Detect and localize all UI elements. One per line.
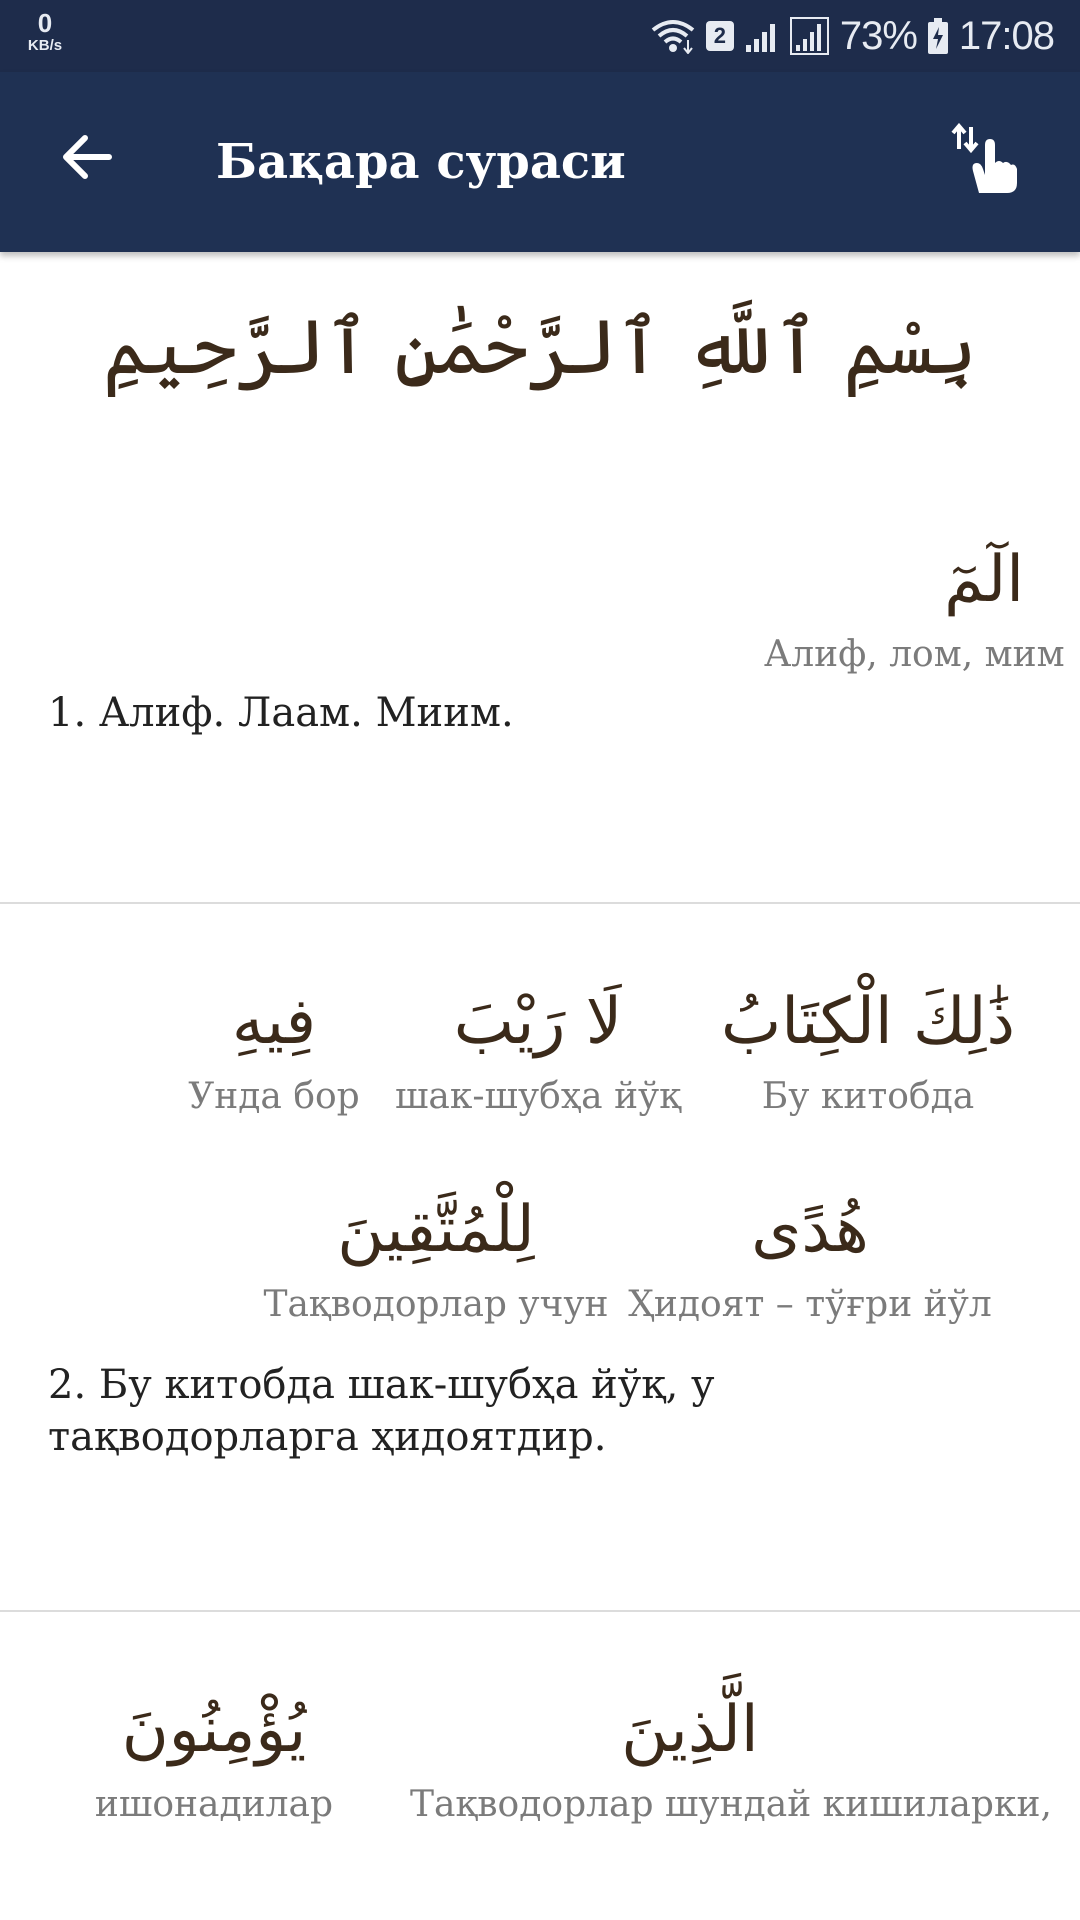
clock: 17:08 [958,13,1054,58]
network-speed-value: 0 [37,8,53,38]
word-item[interactable] [84,1692,344,1826]
wifi-icon [650,18,696,54]
word-item[interactable] [610,1192,1010,1326]
word-translation: Унда бор [188,1075,360,1117]
word-arabic: لِلْمُتَّقِينَ [337,1193,535,1267]
arrow-left-icon [61,133,113,185]
network-speed-unit: KB/s [27,37,63,54]
word-item[interactable] [246,1192,626,1326]
battery-percent: 73% [839,13,917,58]
ayah-1[interactable] [0,542,1080,988]
word-translation: Ҳидоят – тўғри йўл [628,1283,992,1325]
word-item[interactable] [764,542,1065,676]
word-item[interactable] [410,1692,1052,1826]
page-title: Бақара сураси [216,134,626,190]
word-translation: Тақводорлар шундай кишиларки, [410,1783,1052,1825]
word-arabic: يُؤْمِنُونَ [121,1693,307,1767]
word-arabic: ذَٰلِكَ الْكِتَابُ [721,985,1015,1059]
word-item[interactable] [174,984,374,1118]
bismillah: بِسْمِ ٱللَّهِ ٱلرَّحْمَٰنِ ٱلرَّحِيمِ [102,302,978,391]
word-translation: Тақводорлар учун [263,1283,609,1325]
word-item[interactable] [378,984,698,1118]
divider [0,1610,1080,1612]
sim-badge: 2 [706,21,734,51]
word-item[interactable] [688,984,1048,1118]
word-translation: Бу китобда [761,1075,975,1117]
ayah-translation: 1. Алиф. Лаам. Миим. [48,690,514,736]
word-translation: шак-шубҳа йўқ [394,1075,682,1117]
word-translation: ишонадилар [94,1783,334,1825]
gesture-swap-icon [949,123,1021,199]
network-speed [20,10,70,53]
signal-icon-sim1 [744,19,780,53]
word-arabic: الَّذِينَ [621,1693,759,1767]
word-arabic: هُدًى [751,1193,869,1267]
divider [0,902,1080,904]
status-bar [0,0,1080,72]
word-arabic: لَا رَيْبَ [453,985,623,1059]
back-button[interactable] [42,114,132,204]
ayah-translation: 2. Бу китобда шак-шубҳа йўқ, у тақводорларга ҳидоятдир. [48,1362,715,1460]
ayah-3[interactable] [0,1692,1080,1920]
word-arabic: الٓمٓ [944,543,1024,617]
signal-icon-sim2 [790,17,830,55]
word-translation: Алиф, лом, мим [764,633,1065,675]
ayah-2[interactable] [0,984,1080,1684]
scroll-mode-button[interactable] [940,116,1030,206]
word-arabic: فِيهِ [231,985,317,1059]
app-bar [0,72,1080,252]
battery-icon [927,17,949,55]
